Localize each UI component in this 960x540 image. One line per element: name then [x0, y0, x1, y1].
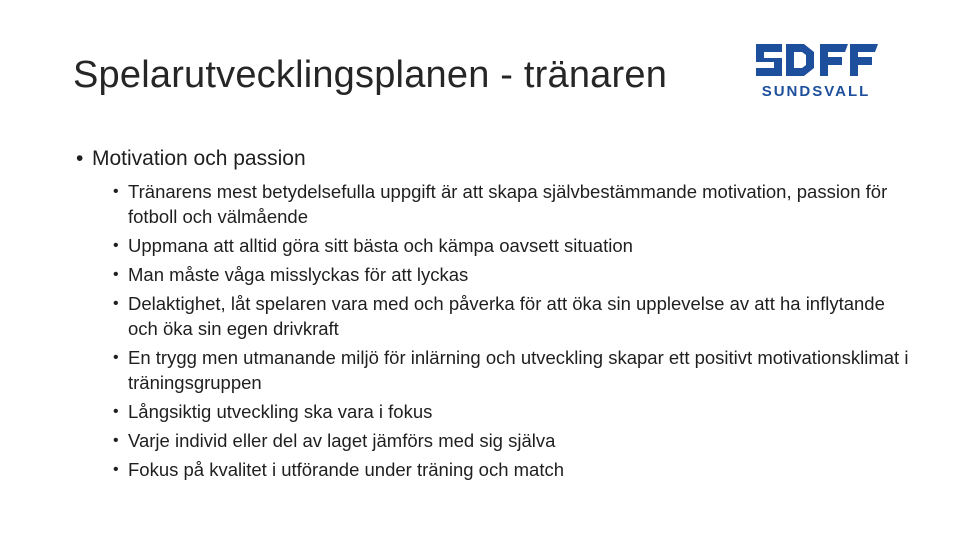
list-item: • En trygg men utmanande miljö för inlärning och utveckling skapar ett positivt motivationsklimat i träningsgruppen: [113, 347, 909, 393]
main-point: [76, 145, 916, 173]
bullet-icon: •: [113, 266, 119, 283]
sdff-sundsvall-logo: [752, 40, 880, 102]
slide-content: [76, 145, 916, 486]
list-item: • Man måste våga misslyckas för att lyckas: [113, 264, 469, 285]
bullet-icon: •: [113, 295, 119, 312]
sub-point-list: [76, 179, 916, 482]
bullet-icon: •: [113, 461, 119, 478]
bullet-icon: •: [113, 432, 119, 449]
bullet-icon: •: [113, 403, 119, 420]
list-item: • Varje individ eller del av laget jämförs med sig själva: [113, 430, 556, 451]
list-item: • Delaktighet, låt spelaren vara med och påverka för att öka sin upplevelse av att ha inflytande och öka sin egen drivkraft: [113, 293, 885, 339]
slide-title: Spelarutvecklingsplanen - tränaren: [73, 54, 668, 96]
list-item: • Långsiktig utveckling ska vara i fokus: [113, 401, 433, 422]
list-item: • Uppmana att alltid göra sitt bästa och kämpa oavsett situation: [113, 235, 633, 256]
bullet-icon: •: [113, 183, 119, 200]
bullet-icon: •: [113, 349, 119, 366]
bullet-icon: •: [113, 237, 119, 254]
list-item: • Fokus på kvalitet i utförande under träning och match: [113, 459, 565, 480]
main-point-text: Motivation och passion: [92, 147, 306, 170]
list-item: • Tränarens mest betydelsefulla uppgift är att skapa självbestämmande motivation, passion för fotboll och välmående: [113, 181, 888, 227]
bullet-icon: •: [76, 147, 84, 170]
svg-text:SUNDSVALL: SUNDSVALL: [761, 83, 871, 100]
